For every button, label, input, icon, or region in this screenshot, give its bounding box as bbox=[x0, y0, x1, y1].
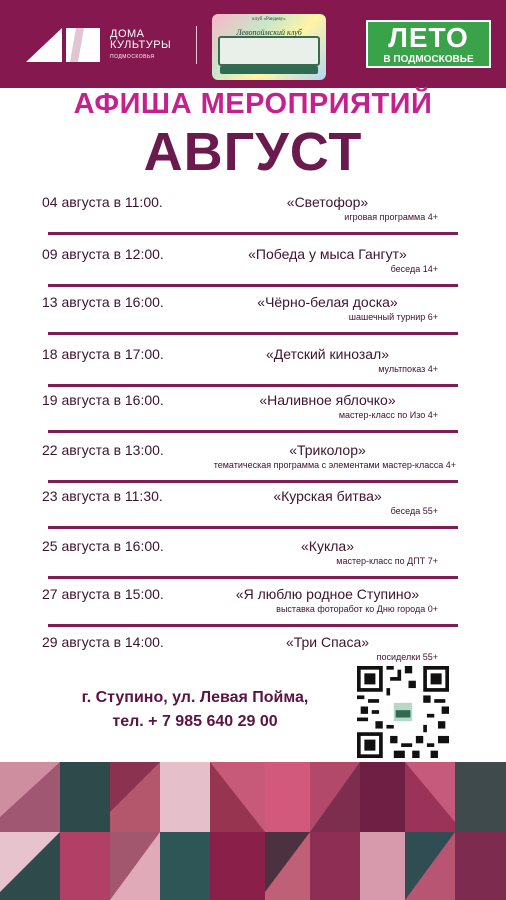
dk-logo-mark-icon bbox=[26, 28, 100, 62]
event-item bbox=[0, 582, 506, 630]
event-description: шашечный турнир 6+ bbox=[348, 312, 438, 322]
event-date: 09 августа в 12:00. bbox=[42, 246, 164, 262]
book-icon bbox=[220, 66, 318, 74]
event-item bbox=[0, 342, 506, 390]
address-line: г. Ступино, ул. Левая Пойма, bbox=[81, 689, 309, 706]
leto-logo-subtitle: В ПОДМОСКОВЬЕ bbox=[383, 54, 474, 65]
dk-podmoskovya-logo bbox=[26, 28, 186, 62]
event-date: 13 августа в 16:00. bbox=[42, 294, 164, 310]
event-description: мастер-класс по Изо 4+ bbox=[338, 410, 438, 420]
event-item bbox=[0, 438, 506, 486]
event-date: 18 августа в 17:00. bbox=[42, 346, 164, 362]
club-logo-name: Левопоймский клуб bbox=[236, 28, 302, 37]
event-divider bbox=[48, 576, 458, 579]
phone-line: тел. + 7 985 640 29 00 bbox=[112, 713, 278, 730]
decorative-mosaic-pattern bbox=[0, 762, 506, 900]
header-divider bbox=[196, 26, 197, 64]
event-title: «Победа у мыса Гангут» bbox=[248, 246, 407, 262]
event-item bbox=[0, 290, 506, 338]
club-logo-plaque bbox=[218, 36, 320, 66]
event-date: 19 августа в 16:00. bbox=[42, 392, 164, 408]
event-item bbox=[0, 190, 506, 238]
event-date: 25 августа в 16:00. bbox=[42, 538, 164, 554]
event-description: мультпоказ 4+ bbox=[378, 364, 438, 374]
leto-v-podmoskovie-logo bbox=[366, 20, 491, 68]
event-divider bbox=[48, 430, 458, 433]
event-item bbox=[0, 242, 506, 290]
event-description: беседа 55+ bbox=[390, 506, 438, 516]
contact-info bbox=[60, 686, 330, 734]
event-description: мастер-класс по ДПТ 7+ bbox=[336, 556, 438, 566]
event-date: 27 августа в 15:00. bbox=[42, 586, 164, 602]
event-title: «Кукла» bbox=[301, 538, 354, 554]
event-divider bbox=[48, 526, 458, 529]
event-description: игровая программа 4+ bbox=[344, 212, 438, 222]
event-date: 22 августа в 13:00. bbox=[42, 442, 164, 458]
qr-code-icon[interactable] bbox=[357, 666, 449, 758]
event-date: 29 августа в 14:00. bbox=[42, 634, 164, 650]
dk-logo-text-2: КУЛЬТУРЫ bbox=[110, 39, 172, 51]
poster-title: АФИША МЕРОПРИЯТИЙ bbox=[73, 88, 433, 120]
event-item bbox=[0, 388, 506, 436]
event-divider bbox=[48, 480, 458, 483]
header-banner bbox=[0, 0, 506, 88]
event-description: выставка фоторабот ко Дню города 0+ bbox=[276, 604, 438, 614]
event-title: «Наливное яблочко» bbox=[259, 392, 396, 408]
event-divider bbox=[48, 232, 458, 235]
event-title: «Я люблю родное Ступино» bbox=[235, 586, 420, 602]
event-item bbox=[0, 484, 506, 532]
dk-logo-text-3: ПОДМОСКОВЬЯ bbox=[110, 54, 155, 60]
event-title: «Три Спаса» bbox=[285, 634, 370, 650]
club-logo bbox=[212, 14, 326, 80]
event-date: 04 августа в 11:00. bbox=[42, 194, 163, 210]
poster-month: АВГУСТ bbox=[143, 122, 363, 182]
event-title: «Триколор» bbox=[289, 442, 366, 458]
event-description: беседа 14+ bbox=[390, 264, 438, 274]
event-divider bbox=[48, 332, 458, 335]
club-logo-small-text: клуб «Рандеву» bbox=[252, 17, 286, 22]
event-title: «Курская битва» bbox=[273, 488, 382, 504]
event-title: «Светофор» bbox=[286, 194, 369, 210]
event-date: 23 августа в 11:30. bbox=[42, 488, 163, 504]
event-title: «Детский кинозал» bbox=[266, 346, 389, 362]
event-item bbox=[0, 534, 506, 582]
event-divider bbox=[48, 624, 458, 627]
event-description: посиделки 55+ bbox=[376, 652, 438, 662]
dk-logo-text-1: ДОМА bbox=[110, 28, 145, 40]
leto-logo-title: ЛЕТО bbox=[388, 22, 469, 53]
event-description: тематическая программа с элементами мастер-класса 4+ bbox=[213, 460, 456, 470]
event-divider bbox=[48, 384, 458, 387]
event-title: «Чёрно-белая доска» bbox=[257, 294, 398, 310]
event-divider bbox=[48, 284, 458, 287]
